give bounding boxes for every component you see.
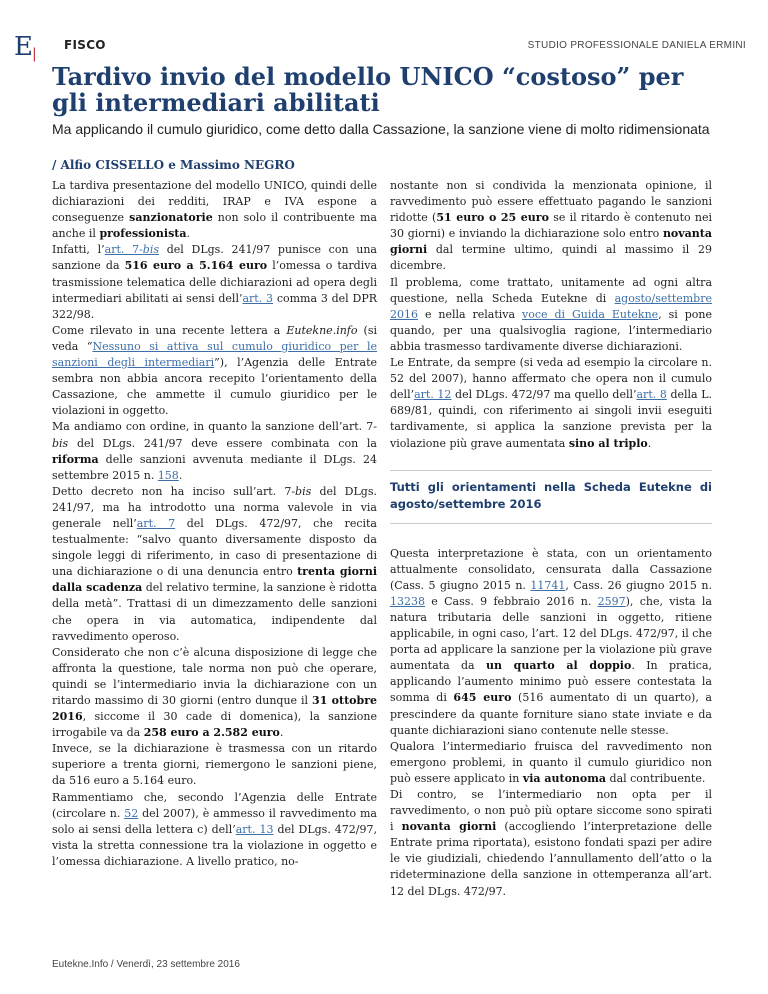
paragraph: Ma andiamo con ordine, in quanto la sanzione dell’art. 7-bis del DLgs. 241/97 deve essere combinata con la riforma delle sanzioni avvenuta mediante il DLgs. 24 settembre 2015 n. 158.: [52, 420, 377, 482]
paragraph: Le Entrate, da sempre (si veda ad esempio la circolare n. 52 del 2007), hanno affermato che opera non il cumulo dell’art. 12 del DLgs. 472/97 ma quello dell’art. 8 della L. 689/81, quindi, con riferimento ai singoli invii eseguiti tardivamente, si applica la sanzione prevista per la violazione più grave aumentata sino al triplo.: [390, 356, 712, 450]
link-art-7bis[interactable]: art. 7-bis: [104, 243, 160, 257]
article-authors: / Alfio CISSELLO e Massimo NEGRO: [52, 158, 295, 172]
logo: [14, 32, 36, 62]
article-column-right: [390, 178, 712, 900]
section-label: FISCO: [64, 38, 106, 52]
paragraph: Considerato che non c’è alcuna disposizione di legge che affronta la questione, tale norma non può che operare, quindi se l’intermediario invia la dichiarazione con un ritardo massimo di 30 giorni (entro dunque il 31 ottobre 2016, siccome il 30 cade di domenica), la sanzione irrogabile va da 258 euro a 2.582 euro.: [52, 645, 377, 740]
article-title: Tardivo invio del modello UNICO “costoso” per gli intermediari abilitati: [52, 62, 684, 117]
logo-dot: |: [31, 46, 36, 62]
logo-letter: E: [14, 32, 32, 62]
link-cass-13238[interactable]: 13238: [390, 594, 425, 608]
paragraph: Rammentiamo che, secondo l’Agenzia delle Entrate (circolare n. 52 del 2007), è ammesso il ravvedimento ma solo ai sensi della lettera c) dell’art. 13 del DLgs. 472/97, vista la stretta connessione tra la violazione in oggetto e l’omessa dichiarazione. A livello pratico, no-: [52, 790, 378, 868]
link-cass-2597[interactable]: 2597: [597, 594, 626, 608]
box-heading: Tutti gli orientamenti nella Scheda Eutekne di agosto/settembre 2016: [390, 470, 712, 524]
paragraph: Questa interpretazione è stata, con un orientamento attualmente consolidato, censurata dalla Cassazione (Cass. 5 giugno 2015 n. 11741, Cass. 26 giugno 2015 n. 13238 e Cass. 9 febbraio 2016 n. 2597), che, vista la natura tributaria delle sanzioni in oggetto, ritiene applicabile, in ogni caso, l’art. 12 del DLgs. 472/97, il che porta ad applicare la sanzione per la violazione più grave aumentata da un quarto al doppio. In pratica, applicando l’aumento minimo può essere contestata la somma di 645 euro (516 aumentato di un quarto), a prescindere da quante forniture siano state inviate e da quante dichiarazioni siano contenute nelle stesse.: [390, 546, 713, 737]
paragraph: Come rilevato in una recente lettera a Eutekne.info (si veda “Nessuno si attiva sul cumulo giuridico per le sanzioni degli intermediari”), l’Agenzia delle Entrate sembra non abbia ancora recepito l’orientamento della Cassazione, che ammette il cumulo giuridico per le violazioni in oggetto.: [52, 323, 378, 418]
link-scheda-agosto-settembre[interactable]: agosto/settembre 2016: [390, 291, 712, 321]
link-dlgs-158[interactable]: 158: [157, 468, 179, 482]
link-art-12[interactable]: art. 12: [414, 388, 452, 402]
link-cass-11741[interactable]: 11741: [530, 578, 566, 592]
link-art-13[interactable]: art. 13: [235, 822, 274, 836]
link-nessuno-si-attiva[interactable]: Nessuno si attiva sul cumulo giuridico per le sanzioni degli intermediari: [52, 339, 377, 370]
paragraph: Qualora l’intermediario fruisca del ravvedimento non emergono problemi, in quanto il cumulo giuridico non può essere applicato in via autonoma dal contribuente.: [390, 739, 712, 785]
link-art-7[interactable]: art. 7: [136, 516, 176, 530]
paragraph: Invece, se la dichiarazione è trasmessa con un ritardo superiore a trenta giorni, riemergono le sanzioni piene, da 516 euro a 5.164 euro.: [52, 742, 377, 788]
article-column-left: [52, 178, 377, 870]
article-subtitle: Ma applicando il cumulo giuridico, come detto dalla Cassazione, la sanzione viene di molto ridimensionata: [52, 121, 710, 137]
paragraph: Detto decreto non ha inciso sull’art. 7-bis del DLgs. 241/97, ma ha introdotto una norma valevole in via generale nell’art. 7 del DLgs. 472/97, che recita testualmente: “salvo quanto diversamente disposto da singole leggi di riferimento, in caso di presentazione di una dichiarazione o di una denuncia entro trenta giorni dalla scadenza del relativo termine, la sanzione è ridotta della metà”. Trattasi di un dimezzamento delle sanzioni che opera in via automatica, indipendente dal ravvedimento operoso.: [52, 484, 377, 643]
link-voce-guida-eutekne[interactable]: voce di Guida Eutekne: [522, 307, 659, 321]
paragraph: La tardiva presentazione del modello UNICO, quindi delle dichiarazioni dei redditi, IRAP e IVA espone a conseguenze sanzionatorie non solo il contribuente ma anche il professionista.: [52, 179, 377, 241]
paragraph: Il problema, come trattato, unitamente ad ogni altra questione, nella Scheda Eutekne di agosto/settembre 2016 e nella relativa voce di Guida Eutekne, si pone quando, per una qualsivoglia ragione, l’intermediario abbia trasmesso tardivamente diverse dichiarazioni.: [390, 275, 712, 353]
link-art-8[interactable]: art. 8: [636, 388, 667, 402]
link-circolare-52[interactable]: 52: [124, 806, 139, 820]
page-footer: Eutekne.Info / Venerdì, 23 settembre 2016: [52, 959, 240, 970]
paragraph: Infatti, l’art. 7-bis del DLgs. 241/97 punisce con una sanzione da 516 euro a 5.164 euro l’omessa o tardiva trasmissione telematica delle dichiarazioni ad opera degli intermediari abilitati ai sensi dell’art. 3 comma 3 del DPR 322/98.: [52, 243, 378, 321]
paragraph: nostante non si condivida la menzionata opinione, il ravvedimento può essere effettuato pagando le sanzioni ridotte (51 euro o 25 euro se il ritardo è contenuto nei 30 giorni) e inviando la dichiarazione solo entro novanta giorni dal termine ultimo, quindi al massimo il 29 dicembre.: [390, 179, 712, 273]
studio-name: STUDIO PROFESSIONALE DANIELA ERMINI: [527, 40, 746, 51]
link-art-3[interactable]: art. 3: [242, 291, 274, 305]
paragraph: Di contro, se l’intermediario non opta per il ravvedimento, o non può più optare siccome sono spirati i novanta giorni (accogliendo l’interpretazione delle Entrate prima riportata), esistono fondati spazi per adire le vie giudiziali, chiedendo l’annullamento dell’atto o la rideterminazione della sanzione in ottemperanza all’art. 12 del DLgs. 472/97.: [390, 788, 713, 898]
